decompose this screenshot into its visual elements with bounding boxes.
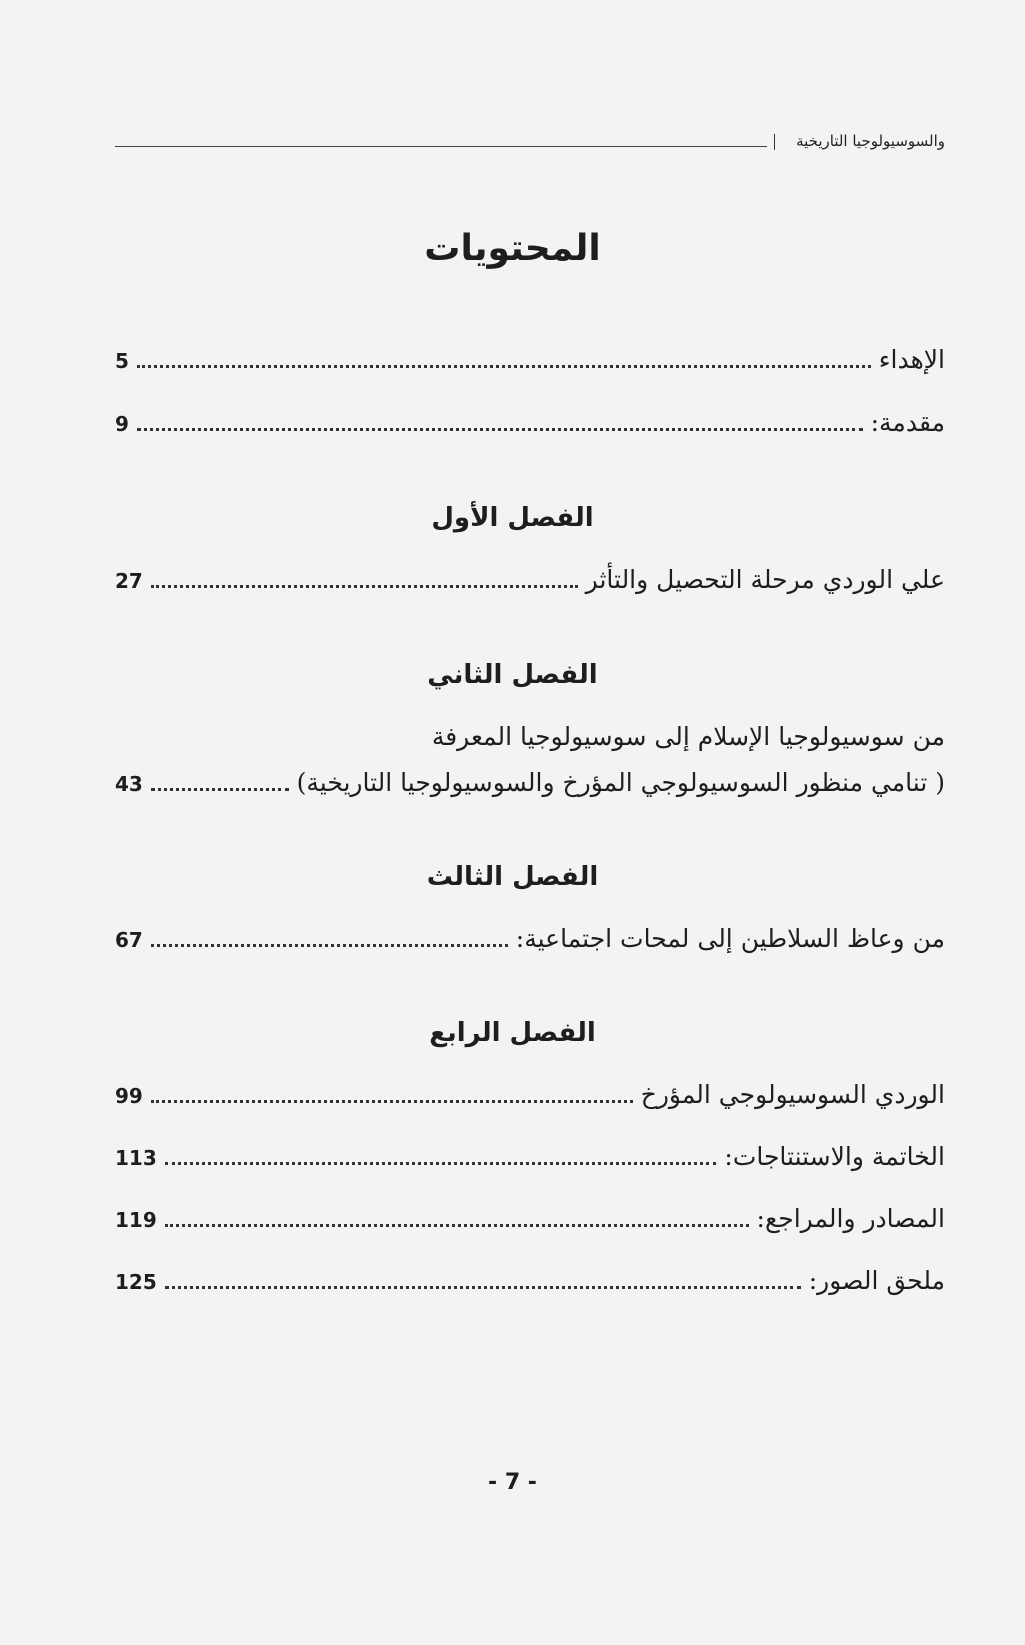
toc-entry-introduction bbox=[115, 408, 945, 438]
dot-leader bbox=[165, 1162, 717, 1165]
toc-entry-label: من وعاظ السلاطين إلى لمحات اجتماعية: bbox=[515, 924, 945, 953]
running-header bbox=[115, 130, 945, 160]
toc-entry-label: مقدمة: bbox=[870, 408, 945, 437]
dot-leader bbox=[165, 1286, 801, 1289]
page-title: المحتويات bbox=[424, 228, 601, 269]
running-header-title: والسوسيولوجيا التاريخية bbox=[796, 132, 945, 150]
chapter-heading-4: الفصل الرابع bbox=[429, 1018, 596, 1048]
toc-entry-ch2-1 bbox=[115, 768, 945, 798]
toc-page-number: 27 bbox=[115, 569, 143, 593]
toc-entry-label: ملحق الصور: bbox=[808, 1266, 945, 1295]
dot-leader bbox=[151, 1100, 633, 1103]
toc-entry-label: علي الوردي مرحلة التحصيل والتأثر bbox=[585, 565, 945, 594]
toc-page-number: 9 bbox=[115, 412, 129, 436]
toc-entry-ch1-1 bbox=[115, 565, 945, 595]
toc-page-number: 5 bbox=[115, 349, 129, 373]
toc-page-number: 43 bbox=[115, 772, 143, 796]
page-number-footer: - 7 - bbox=[488, 1470, 537, 1495]
toc-page-number: 119 bbox=[115, 1208, 157, 1232]
toc-entry-ch2-title: من سوسيولوجيا الإسلام إلى سوسيولوجيا المعرفة bbox=[431, 722, 945, 751]
toc-page-number: 113 bbox=[115, 1146, 157, 1170]
toc-entry-dedication bbox=[115, 345, 945, 375]
toc-page-number: 67 bbox=[115, 928, 143, 952]
toc-entry-label: الخاتمة والاستنتاجات: bbox=[724, 1142, 945, 1171]
toc-page-number: 125 bbox=[115, 1270, 157, 1294]
dot-leader bbox=[151, 585, 578, 588]
toc-entry-references bbox=[115, 1204, 945, 1234]
toc-entry-conclusion bbox=[115, 1142, 945, 1172]
dot-leader bbox=[137, 428, 863, 431]
dot-leader bbox=[151, 788, 289, 791]
dot-leader bbox=[137, 365, 871, 368]
running-header-rule bbox=[115, 146, 767, 147]
toc-entry-label: الإهداء bbox=[878, 345, 945, 374]
chapter-heading-3: الفصل الثالث bbox=[426, 862, 599, 892]
dot-leader bbox=[165, 1224, 749, 1227]
chapter-heading-1: الفصل الأول bbox=[431, 503, 594, 533]
toc-entry-appendix bbox=[115, 1266, 945, 1296]
toc-entry-ch4-1 bbox=[115, 1080, 945, 1110]
toc-entry-label: الوردي السوسيولوجي المؤرخ bbox=[640, 1080, 945, 1109]
toc-entry-label: ( تنامي منظور السوسيولوجي المؤرخ والسوسيولوجيا التاريخية) bbox=[296, 768, 945, 797]
chapter-heading-2: الفصل الثاني bbox=[427, 660, 598, 690]
toc-page-number: 99 bbox=[115, 1084, 143, 1108]
running-header-separator bbox=[774, 134, 775, 150]
toc-entry-ch3-1 bbox=[115, 924, 945, 954]
toc-entry-label: المصادر والمراجع: bbox=[756, 1204, 945, 1233]
dot-leader bbox=[151, 944, 508, 947]
